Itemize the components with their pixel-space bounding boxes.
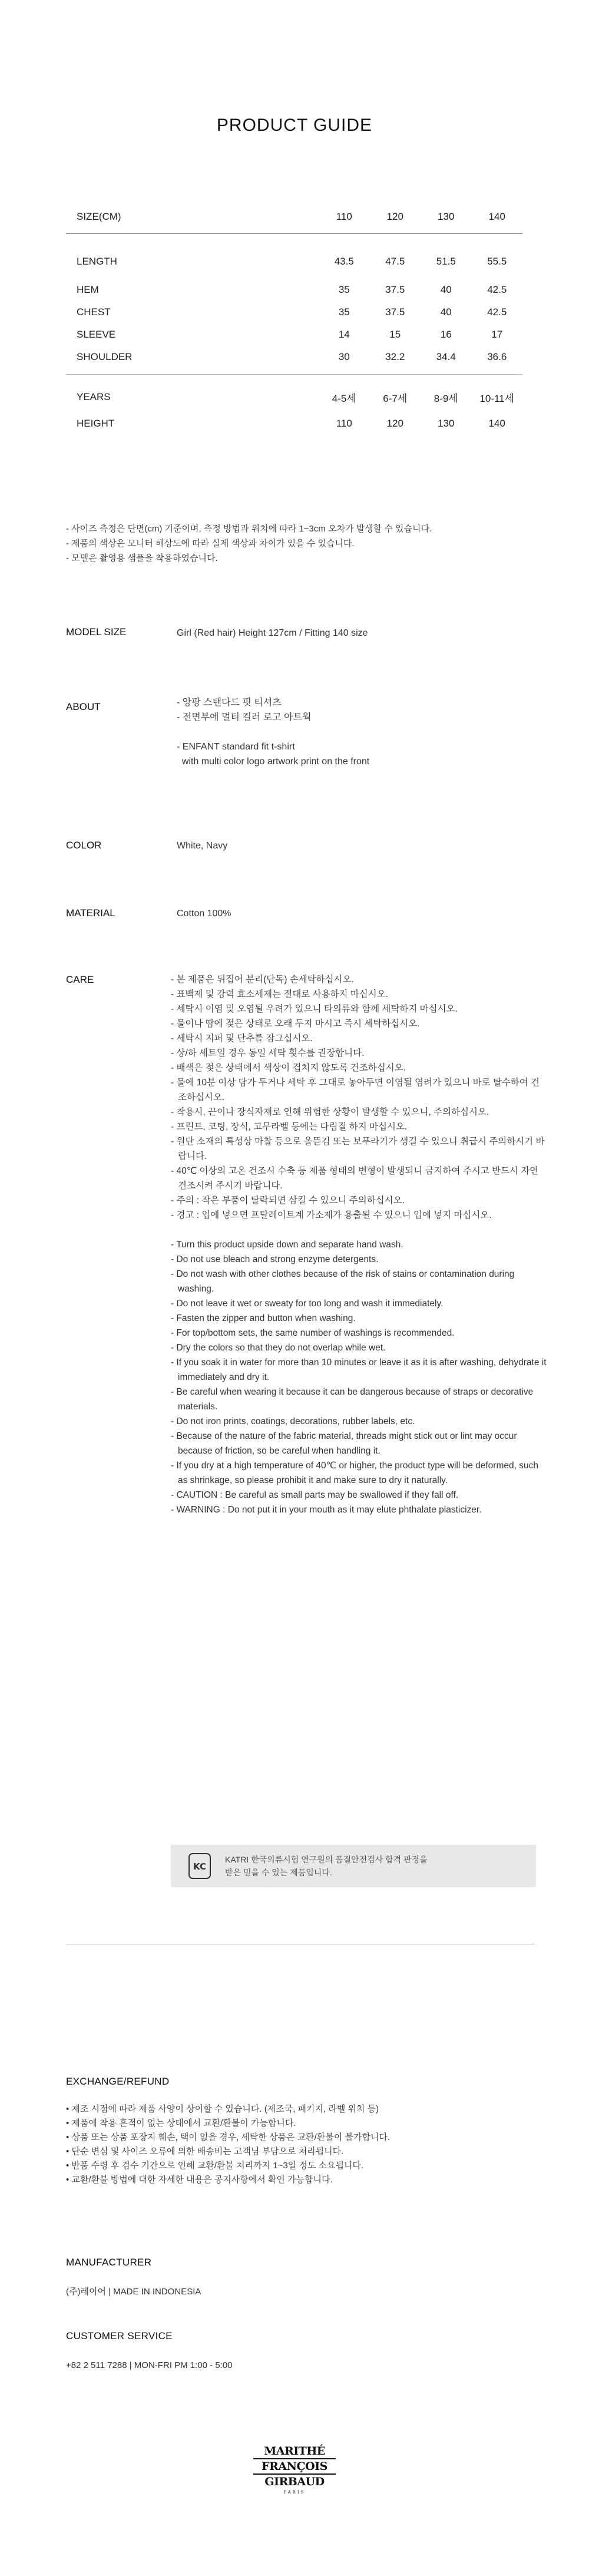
care-item: - For top/bottom sets, the same number of washings is recommended. [171, 1328, 455, 1338]
size-notes [66, 521, 432, 566]
table-cell: 35 [338, 306, 350, 318]
table-row [66, 301, 522, 323]
table-row [66, 323, 522, 346]
table-cell: 35 [338, 284, 350, 295]
color-label: COLOR [66, 840, 102, 851]
katri-text [225, 1853, 428, 1879]
care-item: - Do not iron prints, coatings, decorations, rubber labels, etc. [171, 1416, 415, 1426]
size-header-cell: 110 [319, 200, 369, 234]
brand-rule [253, 2473, 336, 2475]
katri-line: 받은 믿을 수 있는 제품입니다. [225, 1868, 332, 1877]
brand-line: MARITHÉ [264, 2445, 325, 2458]
exchange-line: • 단순 변심 및 사이즈 오류에 의한 배송비는 고객님 부담으로 처리됩니다. [66, 2146, 344, 2156]
table-row [66, 346, 522, 375]
table-cell: 16 [440, 329, 452, 340]
brand-logo [252, 2445, 337, 2495]
table-cell: 47.5 [385, 256, 405, 267]
model-size-label: MODEL SIZE [66, 626, 127, 638]
care-item: - Do not wash with other clothes because of the risk of stains or contamination during washing. [171, 1269, 515, 1294]
table-cell: 42.5 [487, 284, 507, 295]
table-cell: 32.2 [370, 346, 421, 375]
table-cell: 130 [438, 418, 455, 429]
care-item: - 세탁시 지퍼 및 단추를 잠그십시오. [171, 1033, 313, 1043]
care-item: - 본 제품은 뒤집어 분리(단독) 손세탁하십시오. [171, 975, 354, 985]
table-header-row [66, 200, 522, 234]
exchange-line: • 제품에 착용 흔적이 없는 상태에서 교환/환불이 가능합니다. [66, 2118, 296, 2128]
care-item: - 프린트, 코팅, 장식, 고무라벨 등에는 다림질 하지 마십시오. [171, 1122, 408, 1132]
care-item: - Fasten the zipper and button when washing. [171, 1313, 356, 1323]
care-item: - 배색은 젖은 상태에서 색상이 겹치지 않도록 건조하십시오. [171, 1063, 406, 1073]
exchange-line: • 교환/환불 방법에 대한 자세한 내용은 공지사항에서 확인 가능합니다. [66, 2175, 333, 2185]
about-line: - 앙팡 스탠다드 핏 티셔츠 [177, 698, 282, 708]
about-label: ABOUT [66, 701, 101, 712]
age-row-label: HEIGHT [77, 418, 115, 429]
measurement-label: CHEST [77, 306, 111, 318]
customer-service-value: +82 2 511 7288 | MON-FRI PM 1:00 - 5:00 [66, 2360, 233, 2370]
care-item: - 40℃ 이상의 고온 건조시 수축 등 제품 형태의 변형이 발생되니 금지하여 주시고 반드시 자연 건조시켜 주시기 바랍니다. [171, 1166, 539, 1191]
table-cell: 43.5 [334, 256, 354, 267]
care-item: - Do not use bleach and strong enzyme detergents. [171, 1254, 379, 1264]
table-cell: 140 [488, 418, 505, 429]
table-row [66, 279, 522, 301]
table-cell: 30 [319, 346, 369, 375]
note-line: - 사이즈 측정은 단면(cm) 기준이며, 측정 방법과 위치에 따라 1~3cm 오차가 발생할 수 있습니다. [66, 524, 432, 534]
table-cell: 36.6 [471, 346, 522, 375]
care-instructions [171, 972, 548, 1517]
material-value: Cotton 100% [177, 909, 231, 919]
brand-line: GIRBAUD [264, 2475, 325, 2488]
table-row [66, 234, 522, 279]
kc-mark-icon [185, 1853, 214, 1879]
manufacturer-value: (주)레이어 | MADE IN INDONESIA [66, 2287, 201, 2297]
exchange-body [66, 2102, 390, 2187]
about-gap [177, 725, 369, 739]
table-cell: 14 [338, 329, 350, 340]
table-cell: 120 [386, 418, 403, 429]
care-label: CARE [66, 974, 94, 985]
brand-line: FRANÇOIS [262, 2460, 327, 2473]
exchange-line: • 상품 또는 상품 포장지 훼손, 택이 없을 경우, 세탁한 상품은 교환/환불이 불가합니다. [66, 2132, 391, 2142]
brand-city: PARIS [283, 2490, 306, 2495]
about-line: - ENFANT standard fit t-shirt [177, 742, 295, 752]
kc-mark-text: KC [193, 1861, 206, 1872]
care-item: - Be careful when wearing it because it can be dangerous because of straps or decorative materials. [171, 1387, 534, 1412]
table-cell: 42.5 [487, 306, 507, 318]
size-table [66, 200, 522, 435]
size-header-label: SIZE(CM) [66, 200, 319, 234]
age-row-label: YEARS [77, 391, 111, 402]
care-item: - 원단 소재의 특성상 마찰 등으로 올뜯김 또는 보푸라기가 생길 수 있으니 취급시 주의하시기 바랍니다. [171, 1137, 545, 1161]
table-cell: 34.4 [421, 346, 471, 375]
measurement-label: LENGTH [77, 256, 117, 267]
care-item: - 주의 : 작은 부품이 탈락되면 삼킬 수 있으니 주의하십시오. [171, 1195, 405, 1206]
exchange-line: • 제조 시점에 따라 제품 사양이 상이할 수 있습니다. (제조국, 패키지, 라벨 위치 등) [66, 2104, 379, 2114]
care-gap [171, 1223, 548, 1237]
table-cell: 10-11세 [479, 392, 515, 404]
table-cell: 6-7세 [383, 392, 408, 404]
table-cell: 40 [440, 306, 452, 318]
care-item: - Because of the nature of the fabric material, threads might stick out or lint may occur because of friction, so be careful when handling it. [171, 1431, 517, 1456]
table-row [66, 412, 522, 435]
care-item: - 착용시, 끈이나 장식자재로 인해 위험한 상황이 발생할 수 있으니, 주의하십시오. [171, 1107, 489, 1117]
table-cell: 17 [491, 329, 503, 340]
table-cell: 37.5 [385, 284, 405, 295]
care-item: - Turn this product upside down and separate hand wash. [171, 1240, 403, 1250]
page-title: PRODUCT GUIDE [216, 115, 373, 135]
size-header-cell: 140 [471, 200, 522, 234]
table-row [66, 375, 522, 413]
care-item: - 상/하 세트일 경우 동일 세탁 횟수를 권장합니다. [171, 1048, 365, 1058]
customer-service-title: CUSTOMER SERVICE [66, 2330, 173, 2341]
about-value [177, 695, 369, 769]
note-line: - 제품의 색상은 모니터 해상도에 따라 실제 색상과 차이가 있을 수 있습니다. [66, 539, 355, 549]
table-cell: 51.5 [436, 256, 456, 267]
katri-certification-box [171, 1845, 536, 1887]
exchange-line: • 반품 수령 후 검수 기간으로 인해 교환/환불 처리까지 1~3일 정도 소요됩니다. [66, 2161, 364, 2171]
table-cell: 55.5 [487, 256, 507, 267]
size-header-cell: 120 [370, 200, 421, 234]
brand-rule [253, 2458, 336, 2459]
care-item: - Dry the colors so that they do not overlap while wet. [171, 1343, 386, 1353]
table-cell: 110 [336, 418, 352, 429]
color-value: White, Navy [177, 841, 228, 851]
care-item: - 경고 : 입에 넣으면 프탈레이트계 가소제가 용출될 수 있으니 입에 넣지 마십시오. [171, 1210, 492, 1220]
care-item: - If you dry at a high temperature of 40℃ or higher, the product type will be deformed, such as shrinkage, so please prohibit it and make sure to dry it naturally. [171, 1461, 538, 1485]
care-item: - If you soak it in water for more than 10 minutes or leave it as it is after washing, dehydrate it immediately and dry it. [171, 1358, 547, 1382]
table-cell: 37.5 [385, 306, 405, 318]
katri-line: KATRI 한국의류시험 연구원의 품질안전검사 합격 판정을 [225, 1855, 428, 1864]
care-item: - 물이나 땀에 젖은 상태로 오래 두지 마시고 즉시 세탁하십시오. [171, 1019, 420, 1029]
measurement-label: SHOULDER [66, 346, 319, 375]
table-cell: 15 [389, 329, 401, 340]
table-cell: 40 [440, 284, 452, 295]
care-item: - WARNING : Do not put it in your mouth as it may elute phthalate plasticizer. [171, 1505, 482, 1515]
note-line: - 모델은 촬영용 샘플을 착용하였습니다. [66, 553, 218, 563]
exchange-title: EXCHANGE/REFUND [66, 2076, 170, 2087]
about-line: - 전면부에 멀티 컬러 로고 아트웍 [177, 712, 312, 722]
table-cell: 4-5세 [332, 392, 356, 404]
model-size-value: Girl (Red hair) Height 127cm / Fitting 140 size [177, 628, 368, 638]
care-item: - CAUTION : Be careful as small parts may be swallowed if they fall off. [171, 1490, 459, 1500]
care-item: - 표백제 및 강력 효소세제는 절대로 사용하지 마십시오. [171, 989, 389, 999]
care-item: - 세탁시 이염 및 오염될 우려가 있으니 타의류와 함께 세탁하지 마십시오. [171, 1004, 458, 1014]
size-header-cell: 130 [421, 200, 471, 234]
table-cell: 8-9세 [434, 392, 458, 404]
care-item: - Do not leave it wet or sweaty for too long and wash it immediately. [171, 1299, 444, 1309]
care-item: - 물에 10분 이상 담가 두거나 세탁 후 그대로 놓아두면 이염될 염려가 있으니 바로 탈수하여 건조하십시오. [171, 1078, 540, 1102]
manufacturer-title: MANUFACTURER [66, 2257, 152, 2268]
material-label: MATERIAL [66, 907, 115, 919]
about-line: with multi color logo artwork print on the front [177, 757, 370, 767]
measurement-label: SLEEVE [77, 329, 116, 340]
measurement-label: HEM [77, 284, 99, 295]
